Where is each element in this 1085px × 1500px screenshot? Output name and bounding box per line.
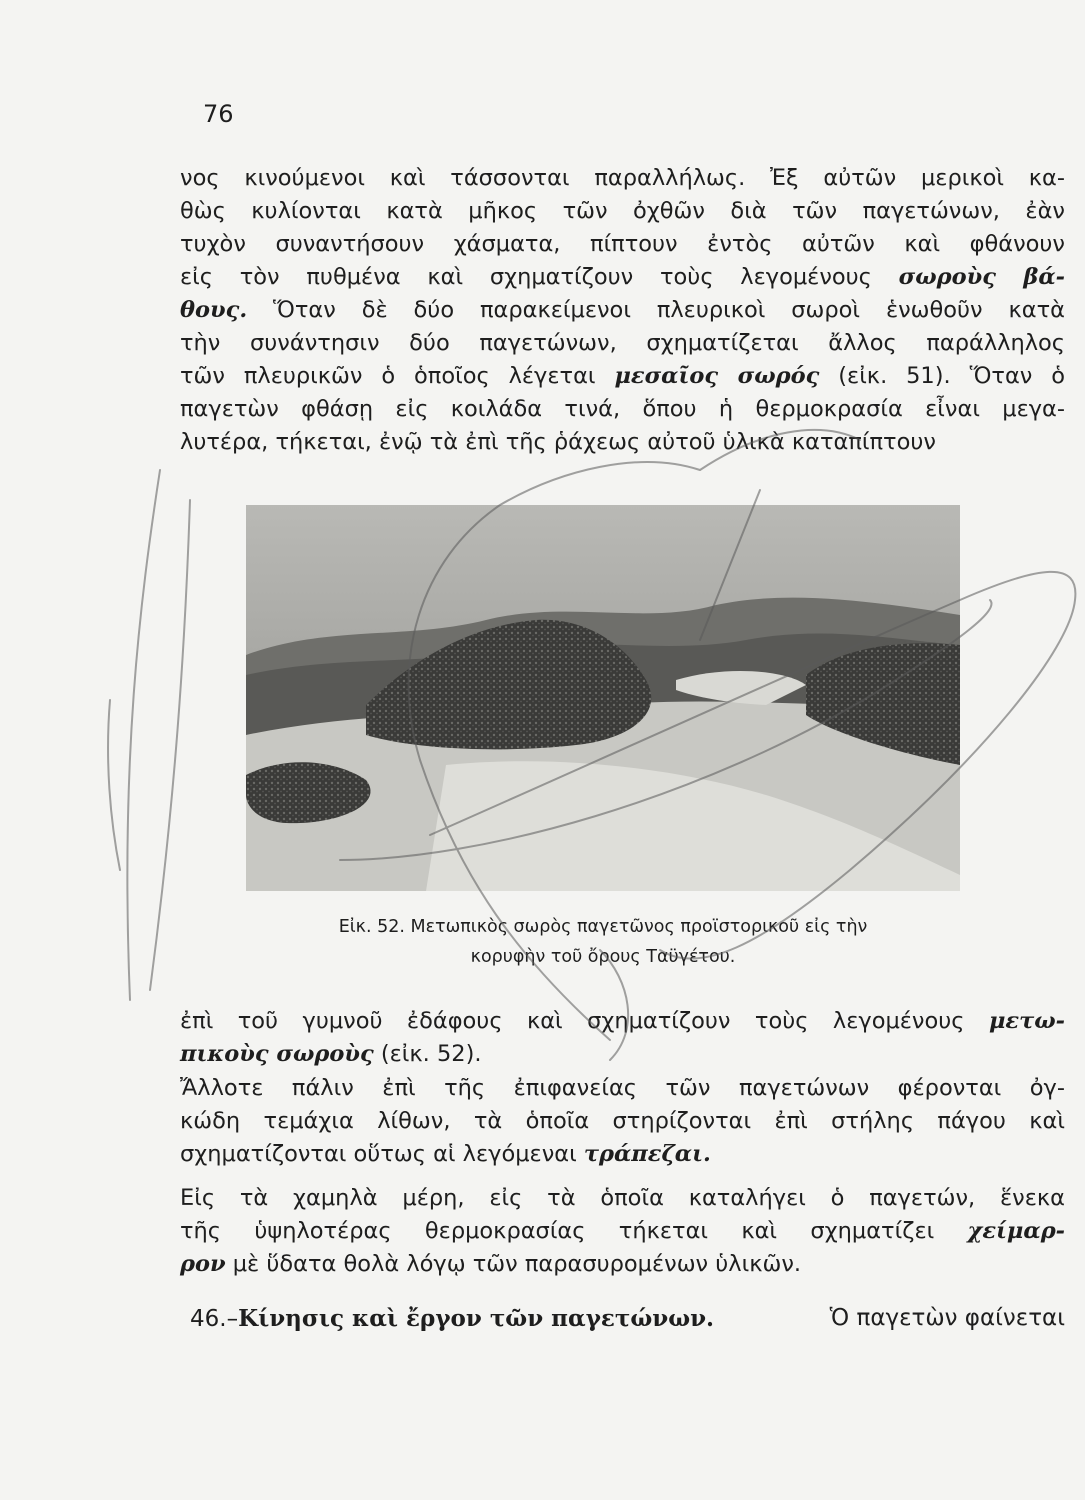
term-moraine-bottom-end: θους.	[180, 297, 248, 323]
text-line-part: τῶν πλευρικῶν ὁ ὁποῖος λέγεται	[180, 363, 596, 389]
paragraph-bottom-1	[180, 1005, 1065, 1071]
text-line: θὼς κυλίονται κατὰ μῆκος τῶν ὀχθῶν διὰ τῶν παγετώνων, ἐὰν	[180, 198, 1065, 224]
text-line-part: (εἰκ. 51). Ὅταν ὁ	[838, 363, 1066, 389]
section-number: 46.–	[190, 1306, 239, 1332]
term-frontal-moraine: μετω-	[988, 1008, 1065, 1034]
section-title: Κίνησις καὶ ἔργον τῶν παγετώνων.	[238, 1305, 715, 1332]
text-line: λυτέρα, τήκεται, ἐνῷ τὰ ἐπὶ τῆς ῥάχεως αὐτοῦ ὑλικὰ καταπίπτουν	[180, 429, 936, 455]
text-line-part: (εἰκ. 52).	[373, 1041, 482, 1067]
caption-line: κορυφὴν τοῦ ὄρους Ταϋγέτου.	[470, 947, 736, 967]
glacier-moraine-photo	[246, 505, 960, 891]
term-moraine-bottom: σωροὺς βά-	[898, 264, 1065, 290]
text-line-part: μὲ ὕδατα θολὰ λόγῳ τῶν παρασυρομένων ὑλικῶν.	[225, 1251, 802, 1277]
text-line-part: εἰς τὸν πυθμένα καὶ σχηματίζουν τοὺς λεγομένους	[180, 264, 872, 290]
text-line	[180, 360, 1065, 393]
text-line-part: τῆς ὑψηλοτέρας θερμοκρασίας τήκεται καὶ σχηματίζει	[180, 1218, 935, 1244]
text-line: Εἰς τὰ χαμηλὰ μέρη, εἰς τὰ ὁποῖα καταλήγει ὁ παγετών, ἕνεκα	[180, 1185, 1065, 1211]
text-line	[180, 261, 1065, 294]
text-line: παγετὼν φθάσῃ εἰς κοιλάδα τινά, ὅπου ἡ θερμοκρασία εἶναι μεγα-	[180, 396, 1065, 422]
text-line-part: ἐπὶ τοῦ γυμνοῦ ἐδάφους καὶ σχηματίζουν τοὺς λεγομένους	[180, 1008, 965, 1034]
text-line: τὴν συνάντησιν δύο παγετώνων, σχηματίζεται ἄλλος παράλληλος	[180, 330, 1065, 356]
text-line	[180, 1215, 1065, 1248]
paragraph-bottom-2	[180, 1072, 1065, 1171]
text-line	[180, 1005, 1065, 1038]
section-heading	[190, 1305, 1065, 1332]
text-line	[180, 1248, 1065, 1281]
section-text: Ὁ παγετὼν φαίνεται	[829, 1305, 1065, 1331]
text-line: νος κινούμενοι καὶ τάσσονται παραλλήλως. Ἐξ αὐτῶν μερικοὶ κα-	[180, 165, 1065, 191]
term-torrent: χείμαρ-	[967, 1218, 1065, 1244]
text-line	[180, 1038, 1065, 1071]
text-line	[180, 294, 1065, 327]
page-number: 76	[203, 100, 234, 128]
text-line: Ἄλλοτε πάλιν ἐπὶ τῆς ἐπιφανείας τῶν παγετώνων φέρονται ὀγ-	[180, 1075, 1065, 1101]
paragraph-bottom-3	[180, 1182, 1065, 1281]
term-torrent-end: ρον	[180, 1251, 226, 1277]
text-line-part: σχηματίζονται οὕτως αἱ λεγόμεναι	[180, 1141, 577, 1167]
figure-caption	[246, 912, 960, 972]
term-frontal-moraine-end: πικοὺς σωροὺς	[180, 1041, 374, 1067]
text-line-part: Ὅταν δὲ δύο παρακείμενοι πλευρικοὶ σωροὶ ἑνωθοῦν κατὰ	[247, 297, 1065, 323]
term-glacier-tables: τράπεζαι.	[583, 1141, 711, 1167]
text-line	[180, 1138, 1065, 1171]
caption-line: Εἰκ. 52. Μετωπικὸς σωρὸς παγετῶνος προϊστορικοῦ εἰς τὴν	[338, 917, 868, 937]
text-line: τυχὸν συναντήσουν χάσματα, πίπτουν ἐντὸς αὐτῶν καὶ φθάνουν	[180, 231, 1065, 257]
text-line: κώδη τεμάχια λίθων, τὰ ὁποῖα στηρίζονται ἐπὶ στήλης πάγου καὶ	[180, 1108, 1065, 1134]
photo-illustration	[246, 505, 960, 891]
term-medial-moraine: μεσαῖος σωρός	[614, 363, 820, 389]
paragraph-top	[180, 162, 1065, 459]
section-heading-left	[190, 1305, 714, 1332]
